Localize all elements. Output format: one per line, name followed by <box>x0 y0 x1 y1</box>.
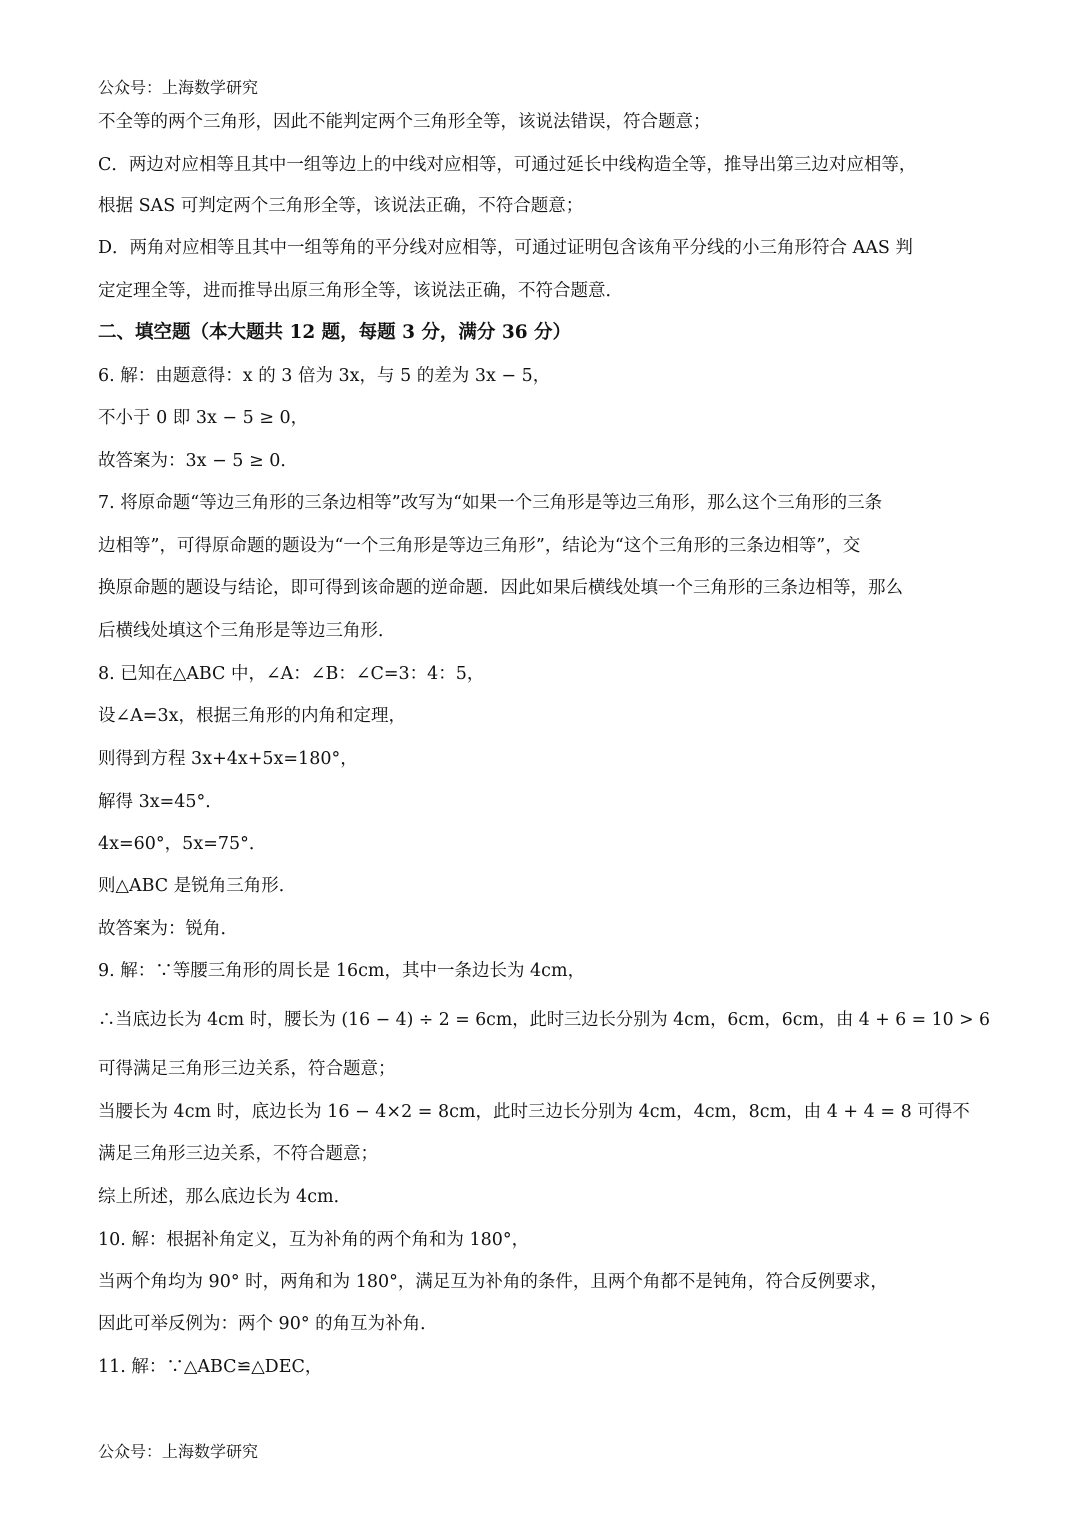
text-line: 8. 已知在△ABC 中，∠A：∠B：∠C=3：4：5， <box>98 664 485 684</box>
text-line: 7. 将原命题“等边三角形的三条边相等”改写为“如果一个三角形是等边三角形，那么这个三角形的三条 <box>98 493 883 513</box>
text-line: 可得满足三角形三边关系，符合题意； <box>98 1059 396 1079</box>
text-line: 后横线处填这个三角形是等边三角形． <box>98 621 396 641</box>
page-header: 公众号：上海数学研究 <box>98 78 259 97</box>
text-line: 10. 解：根据补角定义，互为补角的两个角和为 180°， <box>98 1230 530 1250</box>
text-line: 当两个角均为 90° 时，两角和为 180°，满足互为补角的条件，且两个角都不是钝角，符合反例要求， <box>98 1272 888 1292</box>
text-line: 6. 解：由题意得：x 的 3 倍为 3x，与 5 的差为 3x − 5， <box>98 366 551 386</box>
text-line: C．两边对应相等且其中一组等边上的中线对应相等，可通过延长中线构造全等，推导出第三边对应相等， <box>98 155 917 175</box>
text-line: 故答案为：3x − 5 ≥ 0． <box>98 451 298 471</box>
section-title: 二、填空题（本大题共 12 题，每题 3 分，满分 36 分） <box>98 322 572 343</box>
text-line: 因此可举反例为：两个 90° 的角互为补角． <box>98 1314 438 1334</box>
text-line: 解得 3x=45°． <box>98 792 223 812</box>
text-line: 定定理全等，进而推导出原三角形全等，该说法正确，不符合题意． <box>98 281 623 301</box>
text-line: D．两角对应相等且其中一组等角的平分线对应相等，可通过证明包含该角平分线的小三角形符合 AAS 判 <box>98 238 913 258</box>
page-footer: 公众号：上海数学研究 <box>98 1442 259 1461</box>
text-line: 11. 解：∵△ABC≌△DEC， <box>98 1357 323 1377</box>
text-line: 综上所述，那么底边长为 4cm． <box>98 1187 352 1207</box>
text-line: 根据 SAS 可判定两个三角形全等，该说法正确，不符合题意； <box>98 196 584 216</box>
text-line: 不小于 0 即 3x − 5 ≥ 0， <box>98 408 309 428</box>
text-line: ∴当底边长为 4cm 时，腰长为 (16 − 4) ÷ 2 = 6cm，此时三边长分别为 4cm，6cm，6cm，由 4 + 6 = 10 > 6 <box>98 1010 991 1030</box>
text-line: 则△ABC 是锐角三角形． <box>98 876 297 896</box>
text-line: 故答案为：锐角． <box>98 919 238 939</box>
text-line: 换原命题的题设与结论，即可得到该命题的逆命题．因此如果后横线处填一个三角形的三条边相等，那么 <box>98 578 903 598</box>
text-line: 边相等”，可得原命题的题设为“一个三角形是等边三角形”，结论为“这个三角形的三条边相等”，交 <box>98 536 861 556</box>
text-line: 设∠A=3x，根据三角形的内角和定理， <box>98 706 406 726</box>
text-line: 4x=60°，5x=75°． <box>98 834 267 854</box>
text-line: 当腰长为 4cm 时，底边长为 16 − 4×2 = 8cm，此时三边长分别为 4cm，4cm，8cm，由 4 + 4 = 8 可得不 <box>98 1102 970 1122</box>
text-line: 则得到方程 3x+4x+5x=180°， <box>98 749 358 769</box>
text-line: 9. 解：∵等腰三角形的周长是 16cm，其中一条边长为 4cm， <box>98 961 586 981</box>
text-line: 满足三角形三边关系，不符合题意； <box>98 1144 378 1164</box>
text-line: 不全等的两个三角形，因此不能判定两个三角形全等，该说法错误，符合题意； <box>98 112 711 132</box>
